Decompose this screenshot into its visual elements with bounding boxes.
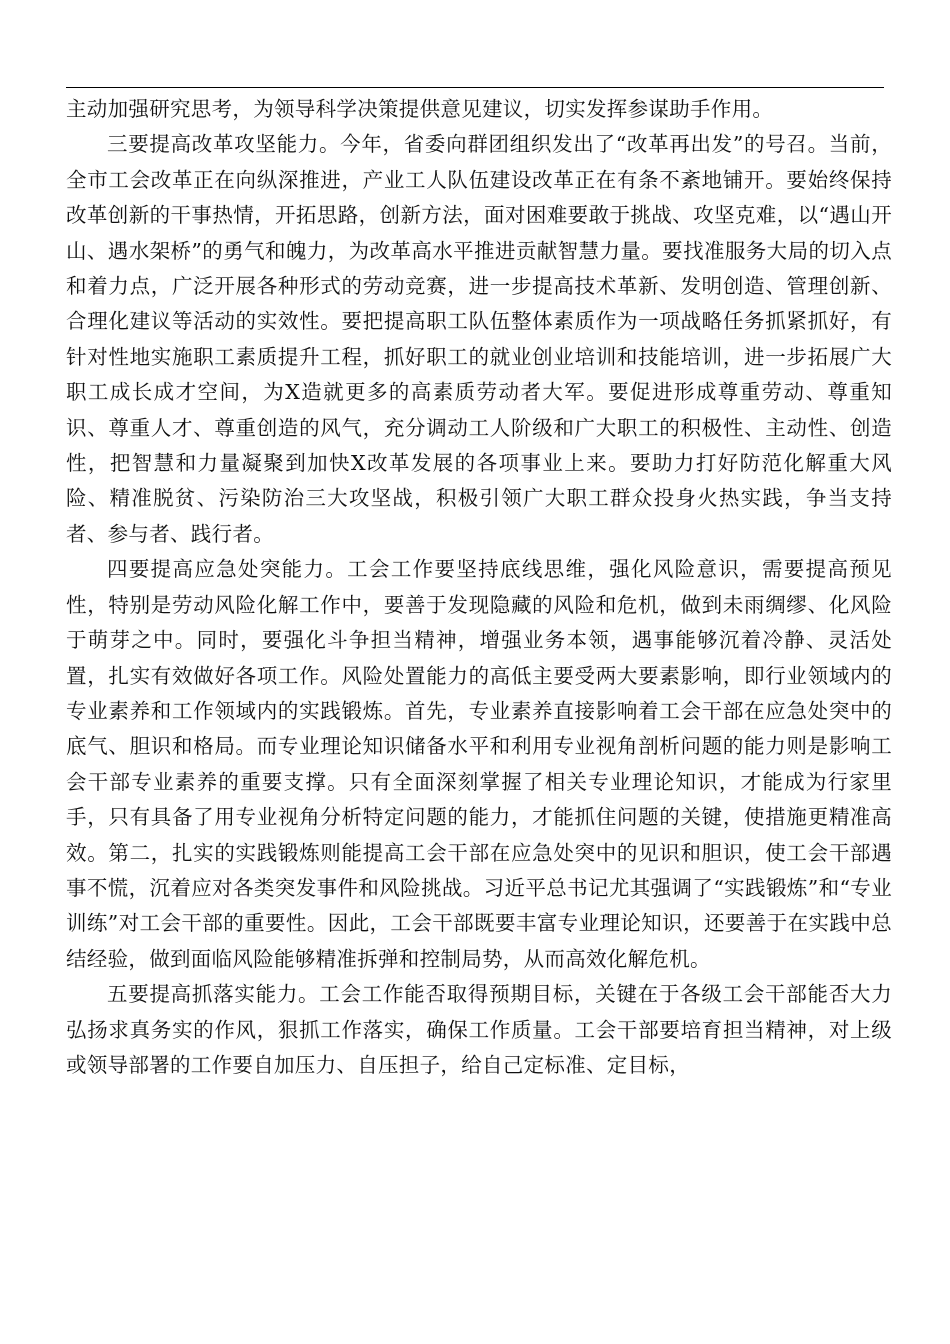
paragraph-continuation: 主动加强研究思考，为领导科学决策提供意见建议，切实发挥参谋助手作用。 [66,97,774,121]
paragraph-emergency: 四要提高应急处突能力。工会工作要坚持底线思维，强化风险意识，需要提高预见性，特别是劳动风险化解工作中，要善于发现隐藏的风险和危机，做到未雨绸缪、化风险于萌芽之中。同时，要强化斗争担当精神，增强业务本领，遇事能够沉着冷静、灵活处置，扎实有效做好各项工作。风险处置能力的高低主要受两大要素影响，即行业领域内的专业素养和工作领域内的实践锻炼。首先，专业素养直接影响着工会干部在应急处突中的底气、胆识和格局。而专业理论知识储备水平和利用专业视角剖析问题的能力则是影响工会干部专业素养的重要支撑。只有全面深刻掌握了相关专业理论知识，才能成为行家里手，只有具备了用专业视角分析特定问题的能力，才能抓住问题的关键，使措施更精准高效。第二，扎实的实践锻炼则能提高工会干部在应急处突中的见识和胆识，使工会干部遇事不慌，沉着应对各类突发事件和风险挑战。习近平总书记尤其强调了“实践锻炼”和“专业训练”对工会干部的重要性。因此，工会干部既要丰富专业理论知识，还要善于在实践中总结经验，做到面临风险能够精准拆弹和控制局势，从而高效化解危机。 [66,557,892,971]
document-body [66,92,892,1083]
paragraph-implementation: 五要提高抓落实能力。工会工作能否取得预期目标，关键在于各级工会干部能否大力弘扬求真务实的作风，狠抓工作落实，确保工作质量。工会干部要培育担当精神，对上级或领导部署的工作要自加压力、自压担子，给自己定标准、定目标， [66,982,892,1077]
paragraph-reform: 三要提高改革攻坚能力。今年，省委向群团组织发出了“改革再出发”的号召。当前，全市工会改革正在向纵深推进，产业工人队伍建设改革正在有条不紊地铺开。要始终保持改革创新的干事热情，开拓思路，创新方法，面对困难要敢于挑战、攻坚克难，以“遇山开山、遇水架桥”的勇气和魄力，为改革高水平推进贡献智慧力量。要找准服务大局的切入点和着力点，广泛开展各种形式的劳动竞赛，进一步提高技术革新、发明创造、管理创新、合理化建议等活动的实效性。要把提高职工队伍整体素质作为一项战略任务抓紧抓好，有针对性地实施职工素质提升工程，抓好职工的就业创业培训和技能培训，进一步拓展广大职工成长成才空间，为X造就更多的高素质劳动者大军。要促进形成尊重劳动、尊重知识、尊重人才、尊重创造的风气，充分调动工人阶级和广大职工的积极性、主动性、创造性，把智慧和力量凝聚到加快X改革发展的各项事业上来。要助力打好防范化解重大风险、精准脱贫、污染防治三大攻坚战，积极引领广大职工群众投身火热实践，争当支持者、参与者、践行者。 [66,132,892,546]
header-rule [66,87,884,88]
